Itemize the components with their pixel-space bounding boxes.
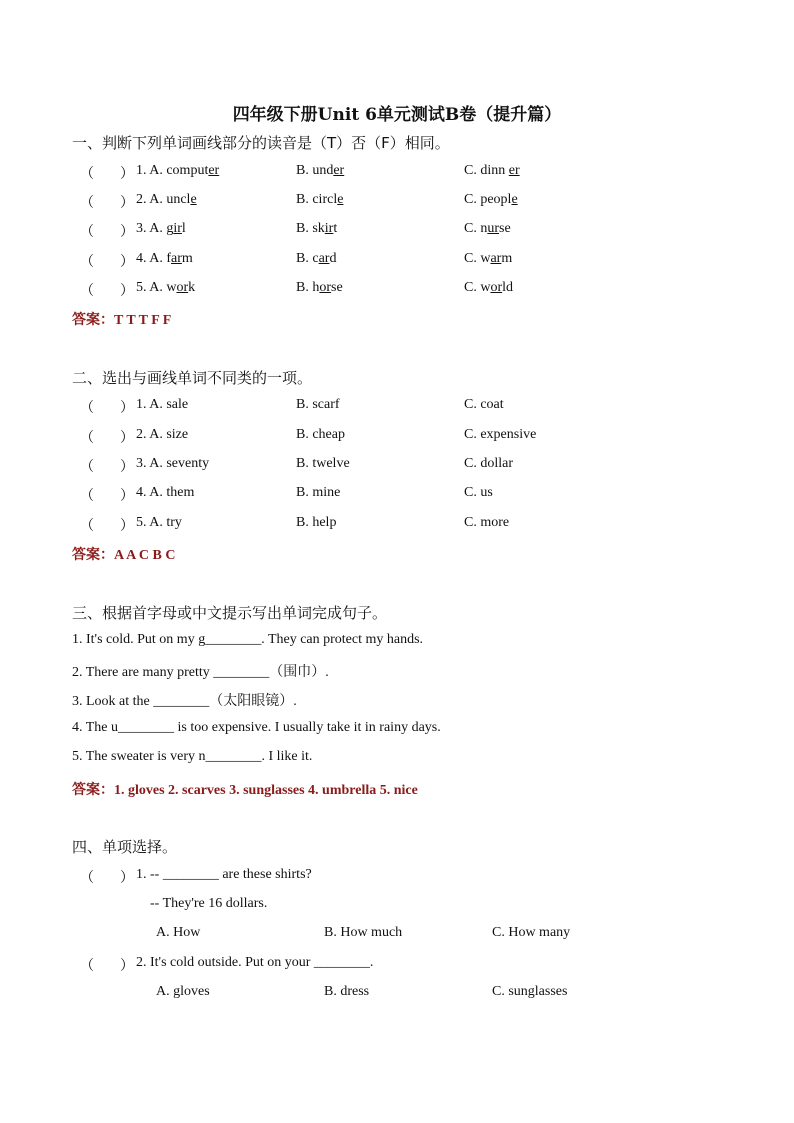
answer-blank-open[interactable]: （ [80,167,94,182]
page-title: 四年级下册Unit 6单元测试B卷（提升篇） [232,105,562,125]
word-part: B. c [296,251,319,266]
underlined-part: ir [173,221,182,236]
option-c [464,280,513,296]
option-c [464,221,511,237]
option-c: C. coat [464,397,504,412]
sentence-1: 1. It's cold. Put on my g________. They can protect my hands. [72,632,424,647]
word-part: se [499,221,511,236]
underlined-part: e [511,192,518,207]
item-number: 3. A. [136,221,167,236]
answer-blank-close: ） [120,284,134,299]
word-part: d [329,251,337,266]
option-a [136,192,197,208]
q1-option-b: B. How much [324,925,403,940]
option-b: B. cheap [296,427,345,442]
sentence-3: 3. Look at the ________（太阳眼镜）. [72,694,297,709]
answer-blank-close: ） [120,401,134,416]
option-c [464,163,520,179]
underlined-part: er [508,163,520,178]
q2-option-c: C. sunglasses [492,984,568,999]
word-part: comput [166,163,209,178]
underlined-part: or [490,280,503,295]
answer-blank-open[interactable]: （ [80,460,94,475]
word-part: C. w [464,280,491,295]
section-3-heading: 三、根据首字母或中文提示写出单词完成句子。 [72,604,388,622]
option-a [136,163,219,179]
question-1-reply: -- They're 16 dollars. [150,896,268,911]
q1-option-c: C. How many [492,925,571,940]
word-part: k [188,280,196,295]
answer-blank-close: ） [120,871,134,886]
underlined-part: or [319,280,332,295]
question-text: 2. It's cold outside. Put on your ________. [136,955,374,970]
item-number: 1. A. [136,163,167,178]
option-a [136,251,193,267]
option-c: C. more [464,515,510,530]
word-part: B. und [296,163,334,178]
underlined-part: ir [324,221,334,236]
word-part: w [166,280,177,295]
answer-blank-open[interactable]: （ [80,401,94,416]
section-1-answer: 答案：T T T F F [72,313,172,328]
word-part: m [501,251,513,266]
sentence-2: 2. There are many pretty ________（围巾）. [72,665,329,680]
word-part: f [166,251,172,266]
answer-blank-open[interactable]: （ [80,959,94,974]
underlined-part: e [190,192,197,207]
section-3-answer: 答案：1. gloves 2. scarves 3. sunglasses 4. umbrella 5. nice [72,783,418,798]
item-number: 4. A. [136,251,167,266]
option-a: 3. A. seventy [136,456,210,471]
option-c [464,251,512,267]
option-b: B. twelve [296,456,350,471]
section-4-heading: 四、单项选择。 [72,838,178,856]
option-c [464,192,518,208]
option-a [136,221,186,237]
word-part: m [181,251,193,266]
option-a: 1. A. sale [136,397,189,412]
q2-option-b: B. dress [324,984,370,999]
word-part: C. dinn [464,163,509,178]
option-b: B. help [296,515,337,530]
option-c: C. us [464,485,493,500]
underlined-part: e [337,192,344,207]
answer-blank-open[interactable]: （ [80,489,94,504]
option-b: B. scarf [296,397,340,412]
word-part: C. w [464,251,491,266]
answer-blank-open[interactable]: （ [80,255,94,270]
option-a: 2. A. size [136,427,189,442]
option-b [296,251,336,267]
underlined-part: or [176,280,189,295]
option-b [296,163,344,179]
word-part: ld [502,280,514,295]
word-part: B. circl [296,192,338,207]
answer-blank-open[interactable]: （ [80,519,94,534]
question-text: 1. -- ________ are these shirts? [136,867,312,882]
section-2-answer: 答案：A A C B C [72,548,176,563]
option-b [296,221,337,237]
answer-blank-close: ） [120,196,134,211]
answer-blank-close: ） [120,489,134,504]
section-1-heading: 一、判断下列单词画线部分的读音是（T）否（F）相同。 [72,134,450,152]
underlined-part: er [333,163,345,178]
answer-blank-close: ） [120,959,134,974]
word-part: C. n [464,221,488,236]
option-c: C. dollar [464,456,513,471]
word-part: se [331,280,343,295]
answer-blank-close: ） [120,225,134,240]
word-part: B. h [296,280,320,295]
word-part: t [333,221,338,236]
underlined-part: ar [318,251,330,266]
option-a: 4. A. them [136,485,195,500]
option-b [296,280,343,296]
q2-option-a: A. gloves [156,984,210,999]
answer-blank-open[interactable]: （ [80,225,94,240]
word-part: g [166,221,174,236]
word-part: B. sk [296,221,325,236]
underlined-part: ar [490,251,502,266]
word-part: uncl [166,192,191,207]
underlined-part: er [208,163,220,178]
section-2-heading: 二、选出与画线单词不同类的一项。 [72,369,313,387]
option-a: 5. A. try [136,515,182,530]
answer-blank-close: ） [120,519,134,534]
answer-blank-close: ） [120,255,134,270]
answer-blank-open[interactable]: （ [80,871,94,886]
word-part: l [181,221,186,236]
q1-option-a: A. How [156,925,201,940]
answer-blank-close: ） [120,431,134,446]
word-part: C. peopl [464,192,512,207]
sentence-5: 5. The sweater is very n________. I like it. [72,749,313,764]
answer-blank-close: ） [120,167,134,182]
option-c: C. expensive [464,427,537,442]
item-number: 5. A. [136,280,167,295]
answer-blank-open[interactable]: （ [80,284,94,299]
underlined-part: ur [487,221,500,236]
option-a [136,280,195,296]
answer-blank-open[interactable]: （ [80,431,94,446]
answer-blank-open[interactable]: （ [80,196,94,211]
answer-blank-close: ） [120,460,134,475]
underlined-part: ar [171,251,182,266]
option-b: B. mine [296,485,341,500]
option-b [296,192,343,208]
sentence-4: 4. The u________ is too expensive. I usually take it in rainy days. [72,720,441,735]
item-number: 2. A. [136,192,167,207]
